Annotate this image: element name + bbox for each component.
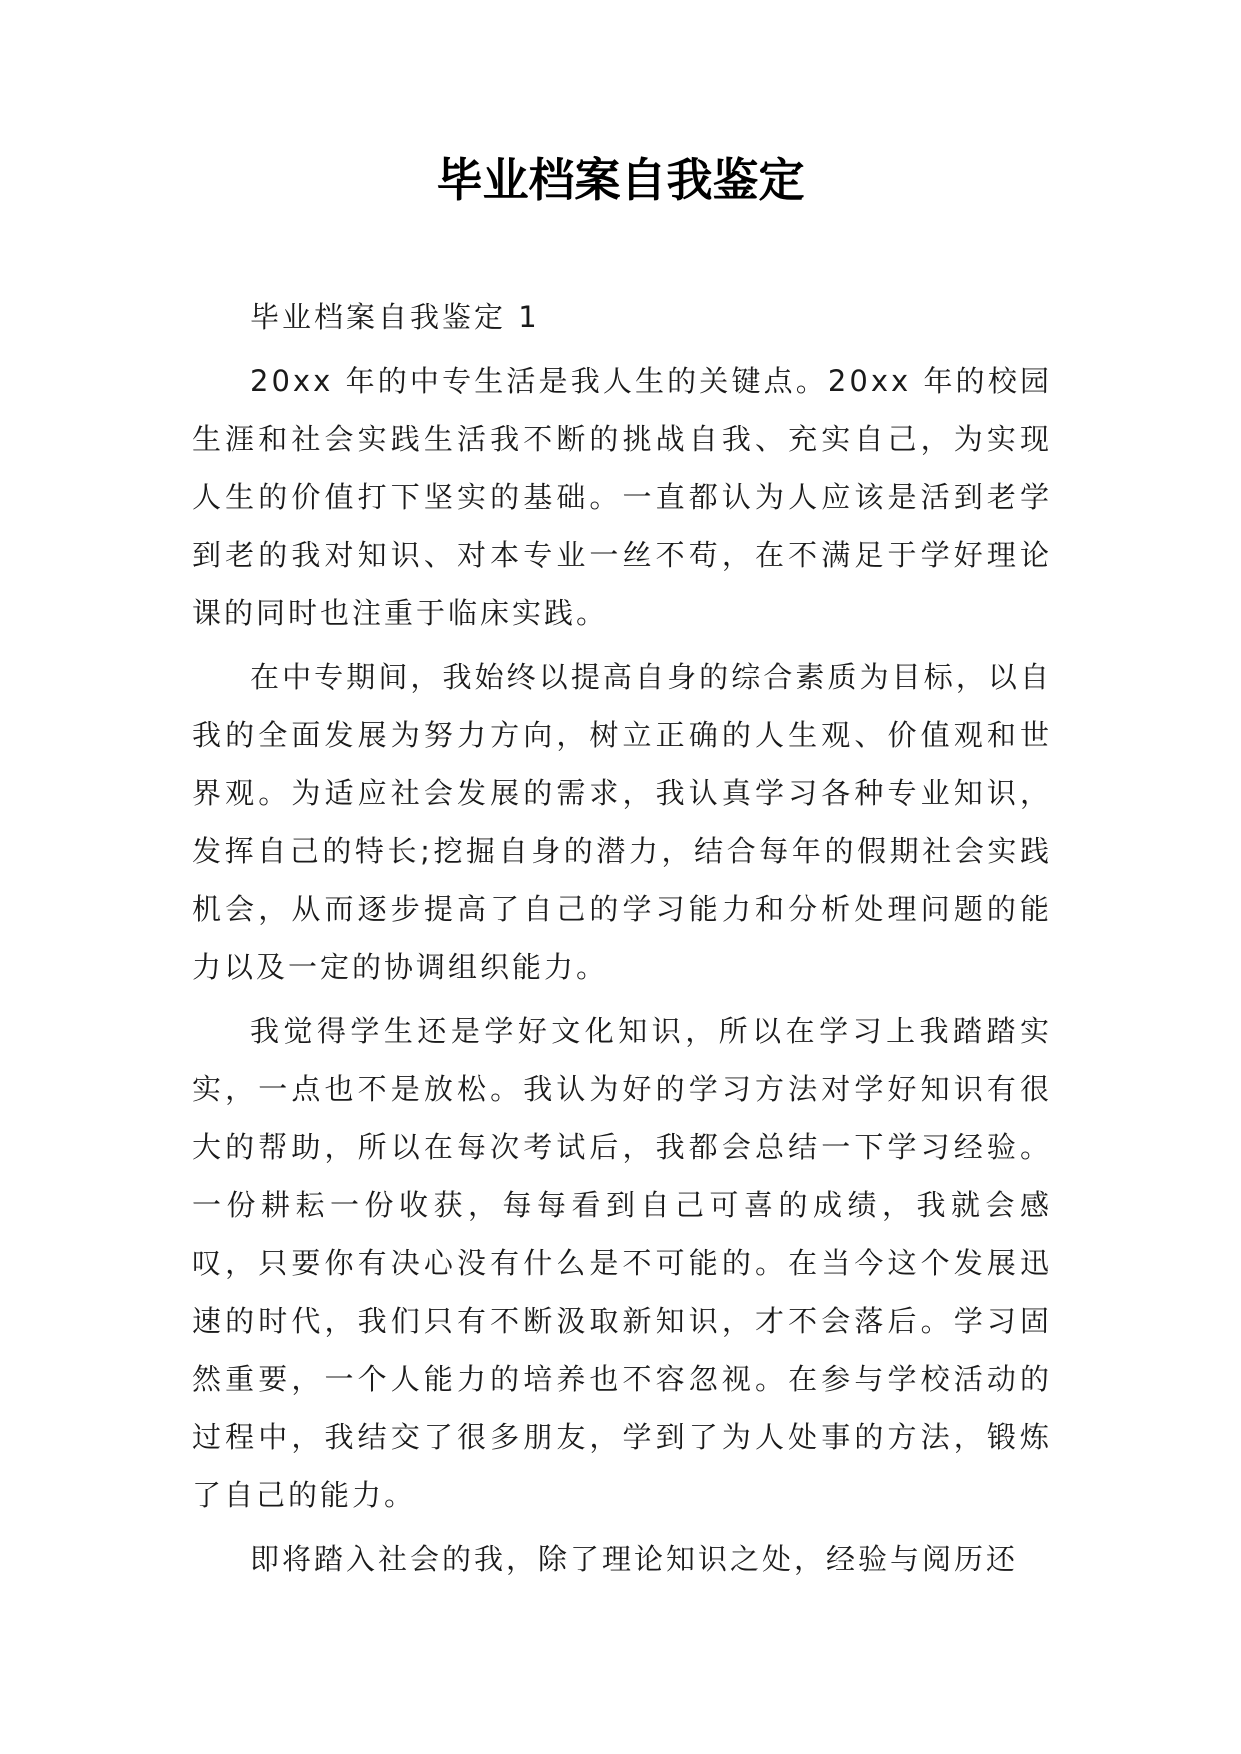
paragraph-4: 即将踏入社会的我，除了理论知识之处，经验与阅历还 — [250, 1542, 1019, 1576]
document-body — [192, 288, 1052, 1594]
section-heading: 毕业档案自我鉴定 1 — [250, 300, 540, 334]
document-title: 毕业档案自我鉴定 — [436, 153, 805, 207]
paragraph-3: 我觉得学生还是学好文化知识，所以在学习上我踏踏实实，一点也不是放松。我认为好的学习方法对学好知识有很大的帮助，所以在每次考试后，我都会总结一下学习经验。一份耕耘一份收获，每每看到自己可喜的成绩，我就会感叹，只要你有决心没有什么是不可能的。在当今这个发展迅速的时代，我们只有不断汲取新知识，才不会落后。学习固然重要，一个人能力的培养也不容忽视。在参与学校活动的过程中，我结交了很多朋友，学到了为人处事的方法，锻炼了自己的能力。 — [192, 1014, 1052, 1512]
paragraph-2: 在中专期间，我始终以提高自身的综合素质为目标，以自我的全面发展为努力方向，树立正确的人生观、价值观和世界观。为适应社会发展的需求，我认真学习各种专业知识，发挥自己的特长;挖掘自身的潜力，结合每年的假期社会实践机会，从而逐步提高了自己的学习能力和分析处理问题的能力以及一定的协调组织能力。 — [192, 660, 1052, 984]
paragraph-1: 20xx 年的中专生活是我人生的关键点。20xx 年的校园生涯和社会实践生活我不断的挑战自我、充实自己，为实现人生的价值打下坚实的基础。一直都认为人应该是活到老学到老的我对知识、对本专业一丝不苟，在不满足于学好理论课的同时也注重于临床实践。 — [192, 364, 1052, 630]
